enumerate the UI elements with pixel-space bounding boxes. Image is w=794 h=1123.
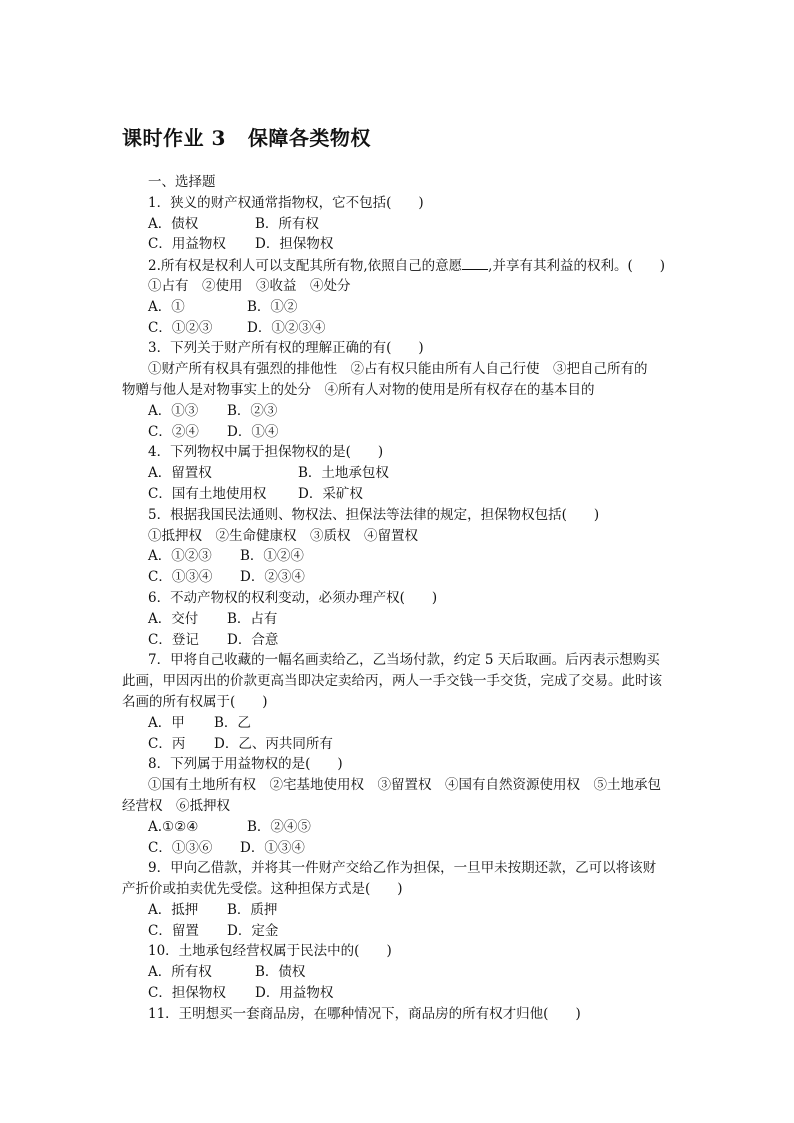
question-8-stem: 8．下列属于用益物权的是( ) (148, 756, 343, 773)
title-part-2: 保障各类物权 (247, 126, 371, 150)
option-d: D．①③④ (240, 839, 305, 856)
question-2-options-ab (148, 297, 688, 318)
option-b: B．质押 (227, 901, 278, 918)
option-d: D．采矿权 (298, 485, 363, 502)
option-c: C．①③⑥ (148, 839, 213, 856)
option-a: A．所有权 (148, 964, 212, 981)
question-7-stem-line-1: 7．甲将自己收藏的一幅名画卖给乙，乙当场付款，约定 5 天后取画。后丙表示想购买 (148, 652, 660, 669)
question-1-options-ab (148, 214, 688, 235)
question-7-stem-line-3: 名画的所有权属于( ) (122, 693, 268, 710)
option-a: A．抵押 (148, 901, 199, 918)
question-2-items: ①占有 ②使用 ③收益 ④处分 (148, 277, 351, 294)
question-10-options-cd (148, 983, 688, 1004)
question-3-options-cd (148, 422, 688, 443)
question-5-stem: 5．根据我国民法通则、物权法、担保法等法律的规定，担保物权包括( ) (148, 506, 600, 523)
question-10-options-ab (148, 962, 688, 983)
option-b: B．①②④ (240, 548, 304, 565)
question-2-options-cd (148, 318, 688, 339)
option-b: B．所有权 (255, 215, 319, 232)
question-7-options-ab (148, 713, 688, 734)
question-11-stem: 11．王明想买一套商品房，在哪种情况下，商品房的所有权才归他( ) (148, 1005, 581, 1022)
question-9-stem-line-1: 9．甲向乙借款，并将其一件财产交给乙作为担保，一旦甲未按期还款，乙可以将该财 (148, 860, 657, 877)
option-b: B．①② (247, 298, 298, 315)
option-c: C．用益物权 (148, 236, 226, 253)
question-4-options-cd (148, 484, 688, 505)
option-d: D．乙、丙共同所有 (214, 735, 333, 752)
question-9-options-cd (148, 921, 688, 942)
question-1-options-cd (148, 234, 688, 255)
question-list (122, 172, 688, 1025)
option-a: A．①②③ (148, 548, 212, 565)
section-heading: 一、选择题 (148, 174, 216, 190)
question-10-stem: 10．土地承包经营权属于民法中的( ) (148, 943, 392, 960)
question-7-stem-line-2: 此画，甲因丙出的价款更高当即决定卖给丙，两人一手交钱一手交货，完成了交易。此时该 (122, 673, 662, 690)
option-b: B．占有 (227, 610, 278, 627)
fill-blank (462, 255, 488, 270)
question-4-options-ab (148, 463, 688, 484)
option-d: D．①④ (227, 423, 279, 440)
option-d: D．①②③④ (247, 319, 326, 336)
option-d: D．②③④ (240, 569, 305, 586)
option-b: B．债权 (255, 964, 306, 981)
option-c: C．①③④ (148, 569, 213, 586)
option-a: A.①②④ (148, 818, 199, 835)
option-c: C．丙 (148, 735, 186, 752)
option-c: C．②④ (148, 423, 199, 440)
question-7-options-cd (148, 734, 688, 755)
option-c: C．登记 (148, 631, 199, 648)
question-8-options-cd (148, 838, 688, 859)
question-4-stem: 4．下列物权中属于担保物权的是( ) (148, 444, 384, 461)
question-5-options-cd (148, 567, 688, 588)
option-d: D．用益物权 (255, 985, 334, 1002)
question-9-options-ab (148, 900, 688, 921)
option-a: A．留置权 (148, 465, 212, 482)
option-a: A．债权 (148, 215, 199, 232)
option-a: A．① (148, 298, 185, 315)
question-3-items-line-2: 物赠与他人是对物事实上的处分 ④所有人对物的使用是所有权存在的基本目的 (122, 381, 595, 398)
question-2-stem: 2.所有权是权利人可以支配其所有物,依照自己的意愿 ,并享有其利益的权利。( ) (148, 255, 688, 276)
option-c: C．担保物权 (148, 985, 226, 1002)
question-6-options-cd (148, 630, 688, 651)
question-6-stem: 6．不动产物权的权利变动，必须办理产权( ) (148, 589, 438, 606)
question-3-options-ab (148, 401, 688, 422)
option-b: B．②③ (227, 402, 278, 419)
option-c: C．①②③ (148, 319, 213, 336)
option-d: D．合意 (227, 631, 279, 648)
question-5-items: ①抵押权 ②生命健康权 ③质权 ④留置权 (148, 527, 418, 544)
question-3-items-line-1: ①财产所有权具有强烈的排他性 ②占有权只能由所有人自己行使 ③把自己所有的 (148, 361, 648, 378)
option-d: D．定金 (227, 922, 279, 939)
option-b: B．乙 (214, 714, 251, 731)
question-3-stem: 3．下列关于财产所有权的理解正确的有( ) (148, 340, 424, 357)
question-1-stem: 1．狭义的财产权通常指物权，它不包括( ) (148, 194, 424, 211)
option-b: B．土地承包权 (298, 465, 389, 482)
question-8-options-ab (148, 817, 688, 838)
question-8-items-line-1: ①国有土地所有权 ②宅基地使用权 ③留置权 ④国有自然资源使用权 ⑤土地承包 (148, 777, 661, 794)
page-title (122, 122, 371, 151)
option-a: A．①③ (148, 402, 199, 419)
option-c: C．留置 (148, 922, 199, 939)
question-8-items-line-2: 经营权 ⑥抵押权 (122, 797, 230, 814)
question-9-stem-line-2: 产折价或拍卖优先受偿。这种担保方式是( ) (122, 881, 403, 898)
option-a: A．甲 (148, 714, 185, 731)
option-a: A．交付 (148, 610, 199, 627)
option-c: C．国有土地使用权 (148, 485, 267, 502)
title-part-1: 课时作业 3 (122, 126, 226, 150)
question-6-options-ab (148, 609, 688, 630)
option-b: B．②④⑤ (247, 818, 311, 835)
question-5-options-ab (148, 546, 688, 567)
option-d: D．担保物权 (255, 236, 334, 253)
